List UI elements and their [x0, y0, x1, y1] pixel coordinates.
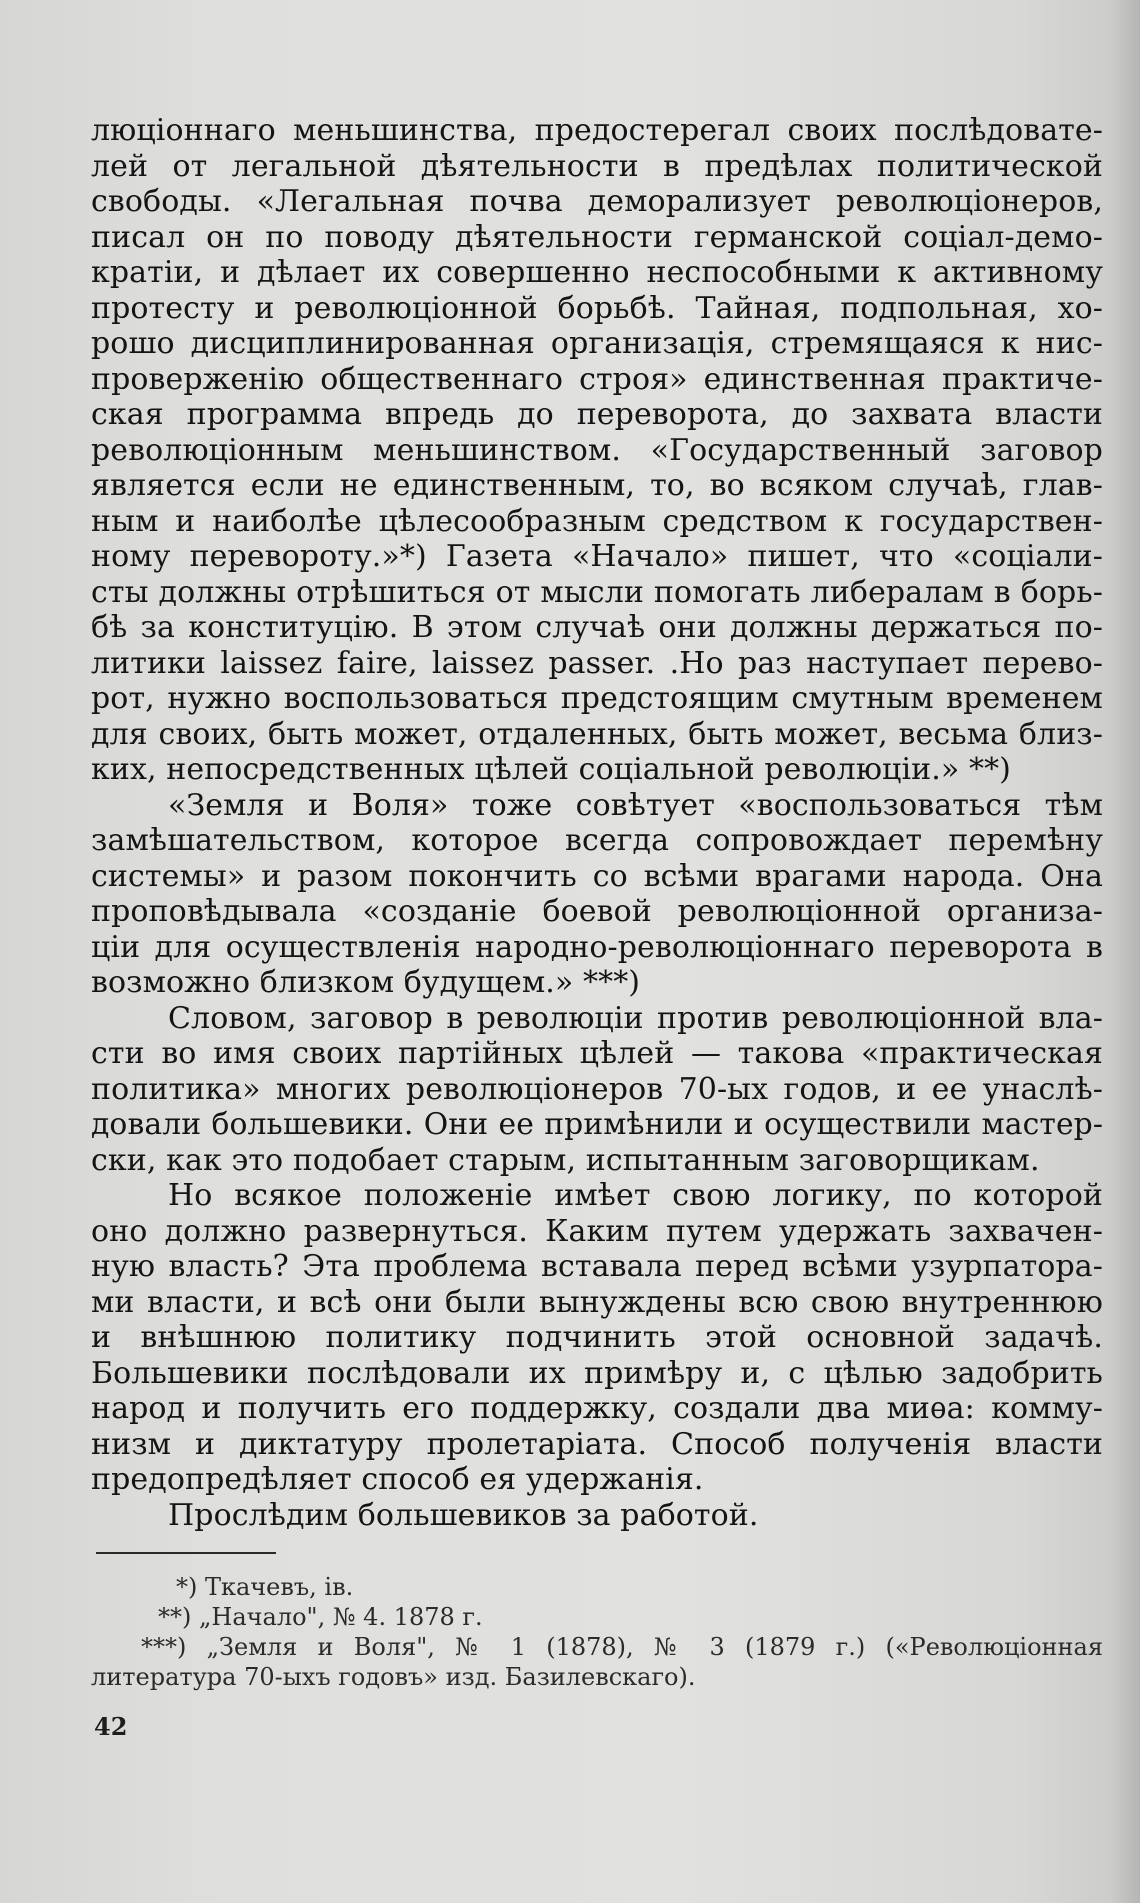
text-line: протесту и революціонной борьбѣ. Тайная, подпольная, хо-	[91, 290, 1103, 326]
text-line: замѣшательством, которое всегда сопровождает перемѣну	[91, 823, 1103, 858]
text-line: является если не единственным, то, во всяком случаѣ, глав-	[91, 468, 1103, 503]
text-line: ски, как это подобает старым, испытанным заговорщикам.	[91, 1142, 1040, 1178]
footnotes	[91, 1572, 1103, 1692]
text-line: люціоннаго меньшинства, предостерегал своих послѣдовате-	[91, 113, 1103, 148]
text-line: Большевики послѣдовали их примѣру и, с цѣлью задобрить	[91, 1355, 1103, 1391]
text-line: свободы. «Легальная почва деморализует революціонеров,	[91, 184, 1103, 219]
text-line: ких, непосредственных цѣлей соціальной революціи.» **)	[91, 752, 1011, 787]
footnote: **) „Начало", № 4. 1878 г.	[158, 1603, 483, 1631]
text-line: низм и диктатуру пролетаріата. Способ полученія власти	[91, 1426, 1103, 1462]
footnote: ***) „Земля и Воля", № 1 (1878), № 3 (1879 г.) («Революціонная	[141, 1633, 1103, 1661]
text-line: литики laissez faire, laissez passer. .Но раз наступает перево-	[91, 645, 1103, 681]
paragraph-start-line: Но всякое положеніе имѣет свою логику, по которой	[168, 1178, 1103, 1213]
text-line: ми власти, и всѣ они были вынуждены всю свою внутреннюю	[91, 1284, 1103, 1320]
paragraph-start-line: Словом, заговор в революціи против революціонной вла-	[168, 1000, 1103, 1036]
text-line: системы» и разом покончить со всѣми врагами народа. Она	[91, 858, 1103, 894]
text-line: писал он по поводу дѣятельности германской соціал-демо-	[91, 219, 1103, 255]
text-line: народ и получить его поддержку, создали два миѳа: комму-	[91, 1391, 1103, 1426]
text-line: бѣ за конституцію. В этом случаѣ они должны держаться по-	[91, 610, 1103, 645]
text-line: революціонным меньшинством. «Государственный заговор	[91, 432, 1103, 468]
text-line: ному перевороту.»*) Газета «Начало» пишет, что «соціали-	[91, 539, 1103, 574]
text-line: ціи для осуществленія народно-революціоннаго переворота в	[91, 929, 1103, 965]
footnote: *) Ткачевъ, ів.	[176, 1573, 354, 1601]
text-line: и внѣшнюю политику подчинить этой основной задачѣ.	[91, 1320, 1103, 1355]
text-line: проверженію общественнаго строя» единственная практиче-	[91, 361, 1103, 397]
text-line: довали большевики. Они ее примѣнили и осуществили мастер-	[91, 1107, 1103, 1142]
text-line: сти во имя своих партійных цѣлей — такова «практическая	[91, 1036, 1103, 1071]
text-line: оно должно развернуться. Каким путем удержать захвачен-	[91, 1213, 1103, 1249]
paragraph-start-line: Прослѣдим большевиков за работой.	[168, 1497, 759, 1533]
text-line: для своих, быть может, отдаленных, быть может, весьма близ-	[91, 716, 1103, 752]
footnote-continuation: литература 70-ыхъ годовъ» изд. Базилевскаго).	[91, 1663, 696, 1691]
text-line: сты должны отрѣшиться от мысли помогать либералам в борь-	[91, 574, 1103, 610]
text-line: лей от легальной дѣятельности в предѣлах политической	[91, 148, 1103, 184]
text-line: рот, нужно воспользоваться предстоящим смутным временем	[91, 681, 1103, 716]
text-line: проповѣдывала «созданіе боевой революціонной организа-	[91, 894, 1103, 929]
main-text	[91, 113, 1103, 1533]
text-line: ным и наиболѣе цѣлесообразным средством к государствен-	[91, 503, 1103, 539]
paragraph-start-line: «Земля и Воля» тоже совѣтует «воспользоваться тѣм	[168, 787, 1103, 823]
page-number: 42	[94, 1712, 128, 1741]
text-line: возможно близком будущем.» ***)	[91, 965, 641, 1000]
text-line: ную власть? Эта проблема вставала перед всѣми узурпатора-	[91, 1249, 1103, 1284]
text-line: политика» многих революціонеров 70-ых годов, и ее унаслѣ-	[91, 1071, 1103, 1107]
text-line: предопредѣляет способ ея удержанія.	[91, 1462, 704, 1497]
text-line: рошо дисциплинированная организація, стремящаяся к нис-	[91, 326, 1103, 361]
footnote-divider	[96, 1552, 276, 1554]
text-line: ская программа впредь до переворота, до захвата власти	[91, 397, 1103, 432]
text-line: кратіи, и дѣлает их совершенно неспособными к активному	[91, 255, 1103, 290]
